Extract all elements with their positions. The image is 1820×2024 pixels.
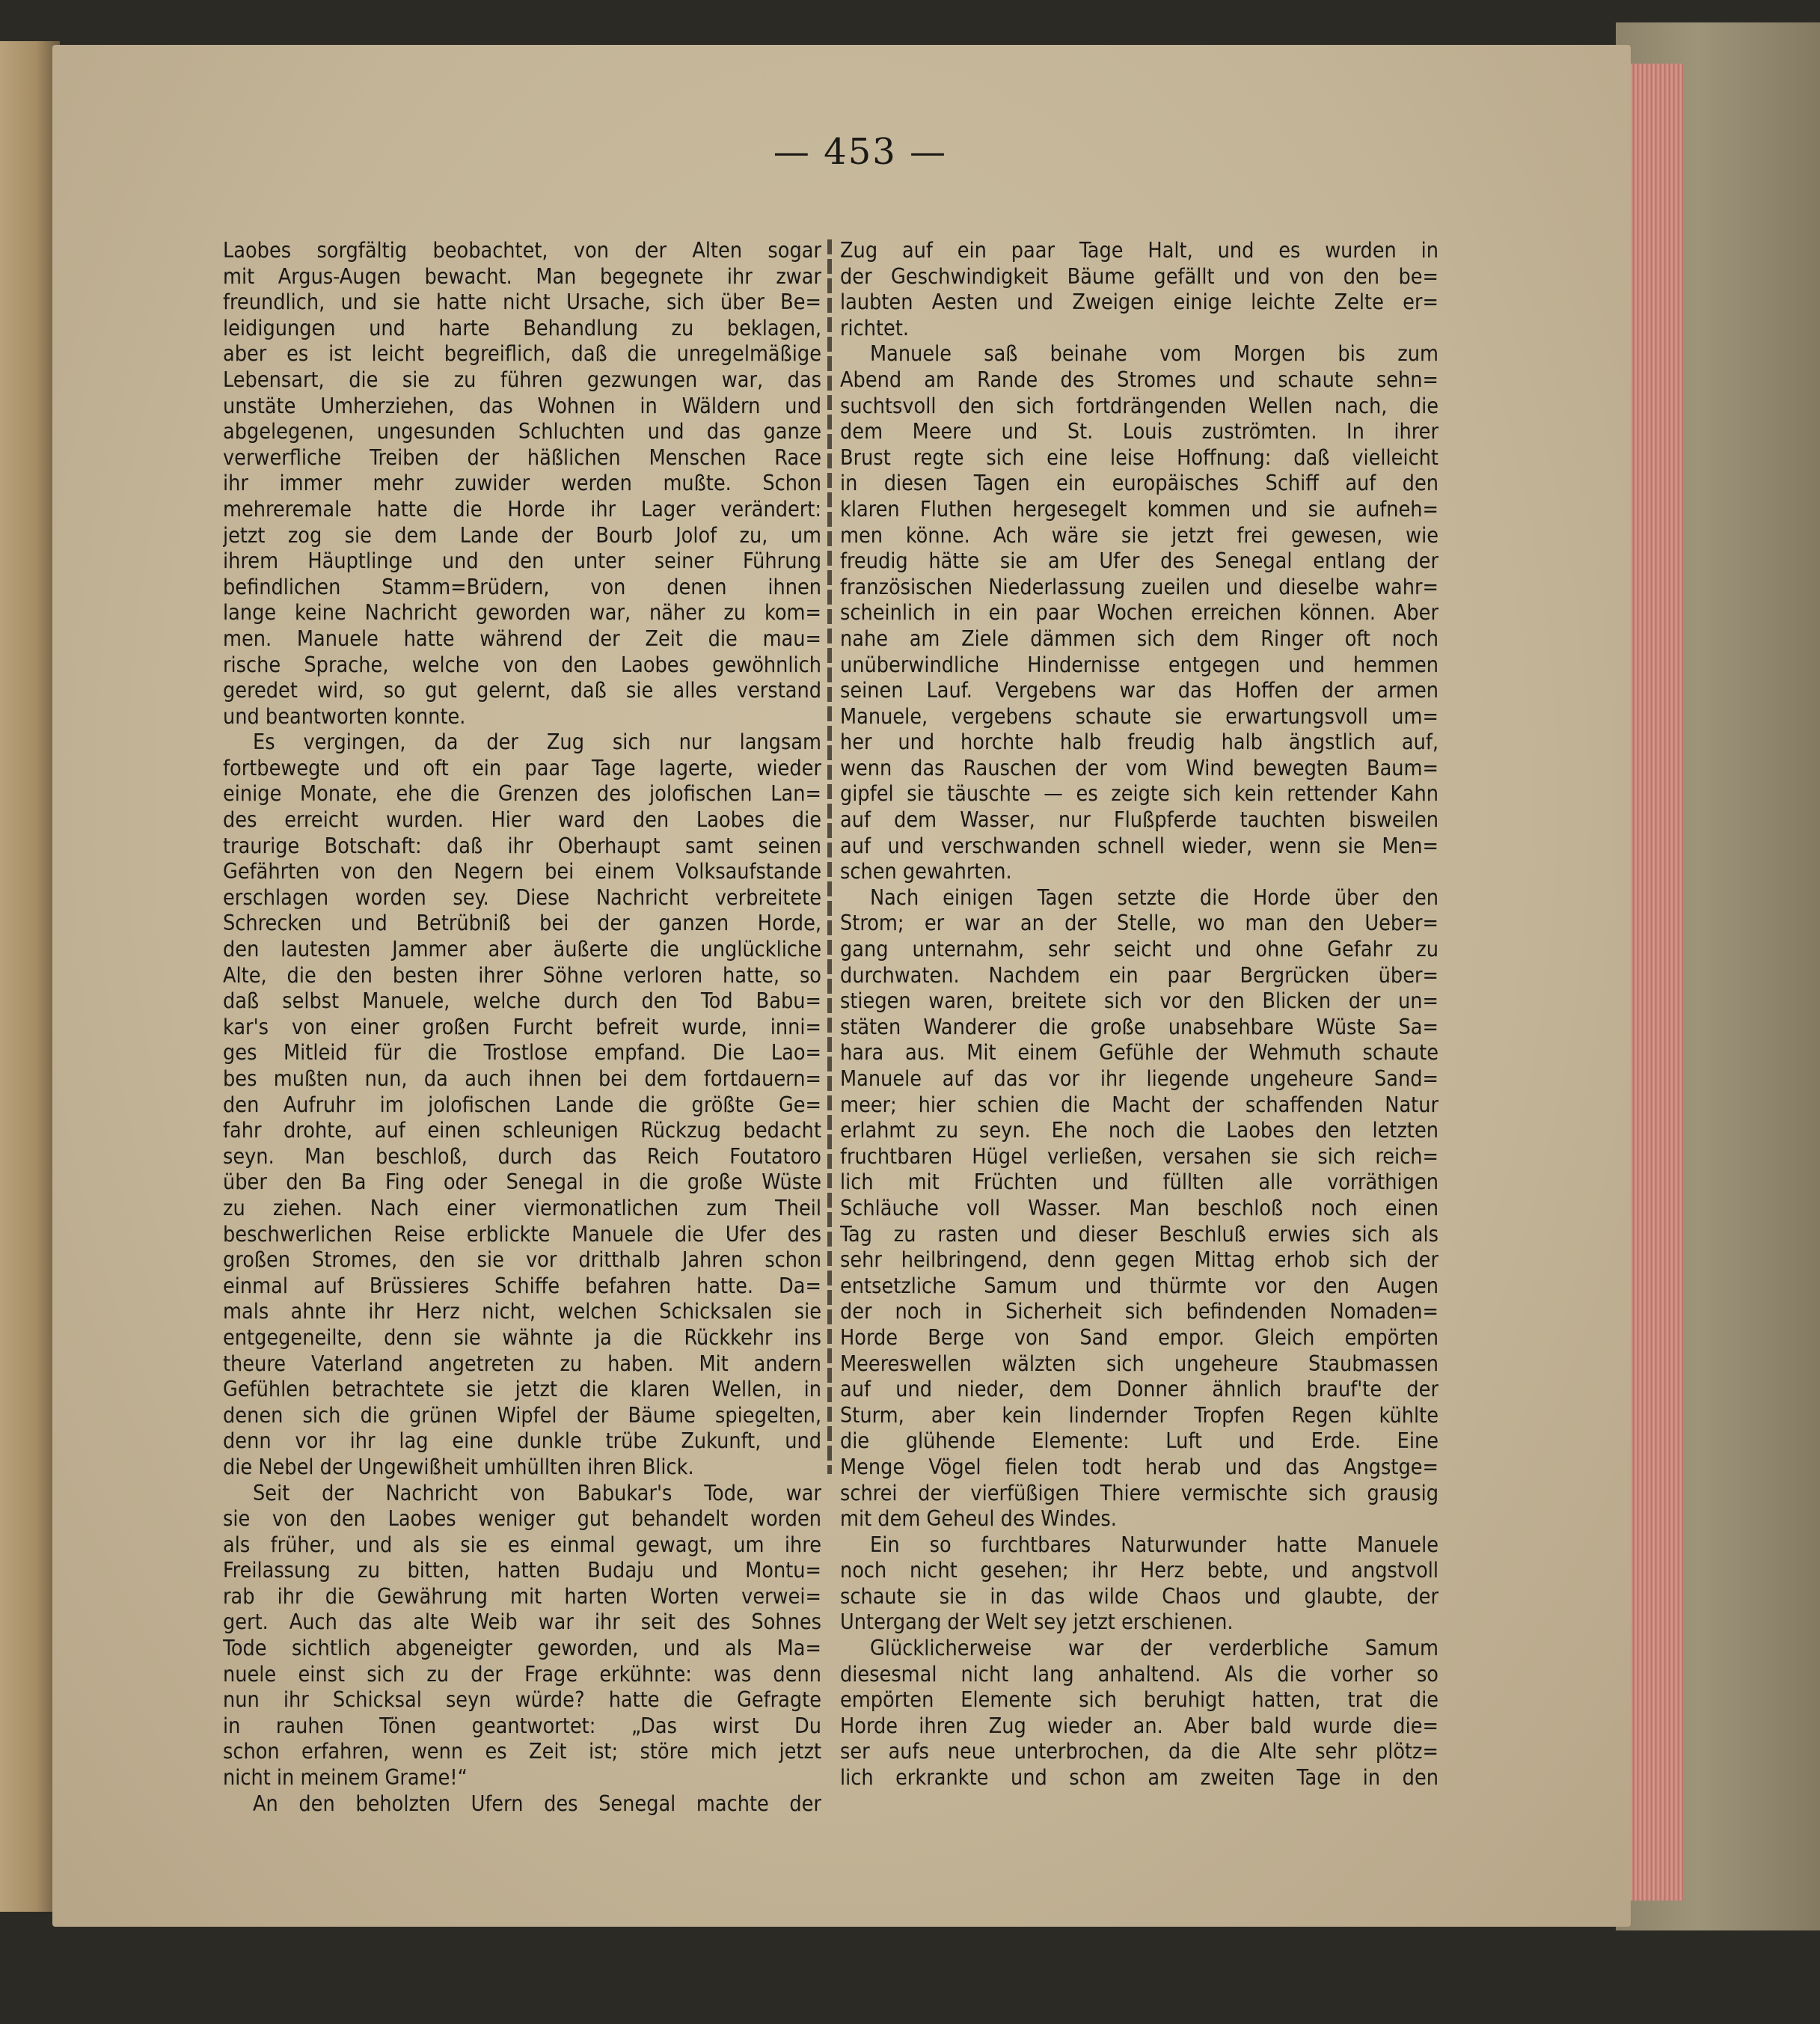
text-line: noch nicht gesehen; ihr Herz bebte, und angstvoll [840,1558,1438,1583]
text-line: fahr drohte, auf einen schleunigen Rückzug bedacht [223,1118,821,1143]
text-line: Untergang der Welt sey jetzt erschienen. [840,1609,1234,1635]
text-line: Es vergingen, da der Zug sich nur langsam [253,730,821,755]
text-line: Gefühlen betrachtete sie jetzt die klaren Wellen, in [223,1377,821,1402]
column-divider [827,239,832,1474]
text-line: Manuele auf das vor ihr liegende ungeheure Sand= [840,1066,1438,1091]
text-line: traurige Botschaft: daß ihr Oberhaupt samt seinen [223,833,821,858]
text-line: Manuele saß beinahe vom Morgen bis zum [870,341,1438,367]
text-line: über den Ba Fing oder Senegal in die große Wüste [223,1170,821,1195]
text-line: An den beholzten Ufern des Senegal machte der [253,1791,821,1816]
text-line: auf dem Wasser, nur Flußpferde tauchten bisweilen [840,807,1438,833]
text-line: mit Argus-Augen bewacht. Man begegnete ihr zwar [223,263,821,289]
left-column [223,238,821,1817]
paragraph [223,1481,821,1791]
text-line: freundlich, und sie hatte nicht Ursache, sich über Be= [223,290,821,315]
text-line: Laobes sorgfältig beobachtet, von der Alten sogar [223,238,821,263]
text-line: scheinlich in ein paar Wochen erreichen können. Aber [840,600,1438,626]
text-line: unstäte Umherziehen, das Wohnen in Wäldern und [223,393,821,418]
paragraph [840,238,1438,341]
text-line: der noch in Sicherheit sich befindenden Nomaden= [840,1299,1438,1324]
text-line: wenn das Rauschen der vom Wind bewegten Baum= [840,755,1438,780]
text-line: lange keine Nachricht geworden war, näher zu kom= [223,600,821,626]
text-line: die Nebel der Ungewißheit umhüllten ihren Blick. [223,1454,694,1479]
text-line: auf und verschwanden schnell wieder, wenn sie Men= [840,833,1438,858]
text-line: leidigungen und harte Behandlung zu beklagen, [223,315,821,340]
text-line: rische Sprache, welche von den Laobes gewöhnlich [223,652,821,677]
text-line: fruchtbaren Hügel verließen, versahen sie sich reich= [840,1143,1438,1169]
text-line: Lebensart, die sie zu führen gezwungen war, das [223,367,821,392]
text-line: sie von den Laobes weniger gut behandelt worden [223,1506,821,1532]
text-line: den Aufruhr im jolofischen Lande die größte Ge= [223,1092,821,1117]
text-line: suchtsvoll den sich fortdrängenden Wellen nach, die [840,393,1438,418]
text-line: großen Stromes, den sie vor dritthalb Jahren schon [223,1247,821,1273]
text-line: her und horchte halb freudig halb ängstlich auf, [840,730,1438,755]
text-line: Zug auf ein paar Tage Halt, und es wurden in [840,238,1438,263]
text-line: Brust regte sich eine leise Hoffnung: daß vielleicht [840,444,1438,470]
text-line: men. Manuele hatte während der Zeit die mau= [223,626,821,651]
text-line: in rauhen Tönen geantwortet: „Das wirst Du [223,1713,821,1738]
text-line: jetzt zog sie dem Lande der Bourb Jolof zu, um [223,522,821,548]
paragraph [223,1791,821,1817]
text-line: beschwerlichen Reise erblickte Manuele die Ufer des [223,1221,821,1247]
text-line: nahe am Ziele dämmen sich dem Ringer oft noch [840,626,1438,651]
page-number: — 453 — [773,131,948,173]
text-line: gipfel sie täuschte — es zeigte sich kein rettender Kahn [840,781,1438,807]
right-column [840,238,1438,1791]
text-line: Tag zu rasten und dieser Beschluß erwies sich als [840,1221,1438,1247]
text-line: und beantworten konnte. [223,703,466,729]
text-line: laubten Aesten und Zweigen einige leichte Zelte er= [840,290,1438,315]
text-line: dem Meere und St. Louis zuströmten. In ihrer [840,419,1438,444]
text-line: nun ihr Schicksal seyn würde? hatte die Gefragte [223,1687,821,1713]
text-line: nicht in meinem Grame!“ [223,1765,468,1791]
text-line: theure Vaterland angetreten zu haben. Mit andern [223,1351,821,1376]
text-line: Manuele, vergebens schaute sie erwartungsvoll um= [840,703,1438,729]
text-line: einmal auf Brüssieres Schiffe befahren hatte. Da= [223,1273,821,1298]
left-page-edge [0,41,60,1912]
text-line: ihrem Häuptlinge und den unter seiner Führung [223,548,821,574]
text-line: klaren Fluthen hergesegelt kommen und sie aufneh= [840,496,1438,522]
text-line: die glühende Elemente: Luft und Erde. Eine [840,1428,1438,1454]
text-line: mehreremale hatte die Horde ihr Lager verändert: [223,496,821,522]
text-line: bes mußten nun, da auch ihnen bei dem fortdauern= [223,1066,821,1091]
text-line: des erreicht wurden. Hier ward den Laobes die [223,807,821,833]
text-line: schaute sie in das wilde Chaos und glaubte, der [840,1583,1438,1609]
paragraph [840,341,1438,884]
text-line: zu ziehen. Nach einer viermonatlichen zum Theil [223,1195,821,1220]
text-line: seinen Lauf. Vergebens war das Hoffen der armen [840,678,1438,703]
text-line: Ein so furchtbares Naturwunder hatte Manuele [870,1532,1438,1557]
text-line: Menge Vögel fielen todt herab und das Angstge= [840,1454,1438,1479]
text-line: ser aufs neue unterbrochen, da die Alte sehr plötz= [840,1739,1438,1764]
text-line: fortbewegte und oft ein paar Tage lagerte, wieder [223,755,821,780]
text-line: nuele einst sich zu der Frage erkühnte: was denn [223,1661,821,1687]
paragraph [840,1532,1438,1636]
text-line: Horde ihren Zug wieder an. Aber bald wurde die= [840,1713,1438,1738]
text-line: stäten Wanderer die große unabsehbare Wüste Sa= [840,1014,1438,1039]
text-line: verwerfliche Treiben der häßlichen Menschen Race [223,444,821,470]
text-line: Nach einigen Tagen setzte die Horde über den [870,884,1438,910]
text-line: rab ihr die Gewährung mit harten Worten verwei= [223,1583,821,1609]
text-line: unüberwindliche Hindernisse entgegen und hemmen [840,652,1438,677]
paragraph [840,1636,1438,1791]
text-line: Strom; er war an der Stelle, wo man den Ueber= [840,911,1438,936]
paragraph [223,730,821,1480]
text-line: in diesen Tagen ein europäisches Schiff auf den [840,471,1438,496]
text-line: schen gewahrten. [840,859,1012,884]
text-line: Tode sichtlich abgeneigter geworden, und als Ma= [223,1636,821,1661]
text-line: denn vor ihr lag eine dunkle trübe Zukunft, und [223,1428,821,1454]
text-line: gert. Auch das alte Weib war ihr seit des Sohnes [223,1609,821,1635]
text-line: französischen Niederlassung zueilen und dieselbe wahr= [840,574,1438,599]
text-line: empörten Elemente sich beruhigt hatten, trat die [840,1687,1438,1713]
text-line: mit dem Geheul des Windes. [840,1506,1117,1532]
text-line: Gefährten von den Negern bei einem Volksaufstande [223,859,821,884]
text-line: entsetzliche Samum und thürmte vor den Augen [840,1273,1438,1298]
text-line: als früher, und als sie es einmal gewagt, um ihre [223,1532,821,1557]
text-line: mals ahnte ihr Herz nicht, welchen Schicksalen sie [223,1299,821,1324]
text-line: diesesmal nicht lang anhaltend. Als die vorher so [840,1661,1438,1687]
text-line: Schläuche voll Wasser. Man beschloß noch einen [840,1195,1438,1220]
text-line: Alte, die den besten ihrer Söhne verloren hatte, so [223,962,821,988]
text-line: auf und nieder, dem Donner ähnlich brauf'te der [840,1377,1438,1402]
text-line: richtet. [840,315,910,340]
text-line: men könne. Ach wäre sie jetzt frei gewesen, wie [840,522,1438,548]
text-line: lich erkrankte und schon am zweiten Tage in den [840,1765,1438,1791]
text-line: geredet wird, so gut gelernt, daß sie alles verstand [223,678,821,703]
text-line: sehr heilbringend, denn gegen Mittag erhob sich der [840,1247,1438,1273]
text-line: ges Mitleid für die Trostlose empfand. Die Lao= [223,1040,821,1065]
text-line: freudig hätte sie am Ufer des Senegal entlang der [840,548,1438,574]
paragraph [840,885,1438,1532]
text-line: durchwaten. Nachdem ein paar Bergrücken über= [840,962,1438,988]
text-line: entgegeneilte, denn sie wähnte ja die Rückkehr ins [223,1324,821,1350]
text-line: einige Monate, ehe die Grenzen des jolofischen Lan= [223,781,821,807]
text-line: schrei der vierfüßigen Thiere vermischte sich grausig [840,1480,1438,1505]
text-line: Schrecken und Betrübniß bei der ganzen Horde, [223,911,821,936]
text-line: kar's von einer großen Furcht befreit wurde, inni= [223,1014,821,1039]
text-line: Abend am Rande des Stromes und schaute sehn= [840,367,1438,392]
text-line: der Geschwindigkeit Bäume gefällt und von den be= [840,263,1438,289]
text-line: befindlichen Stamm=Brüdern, von denen ihnen [223,574,821,599]
text-line: seyn. Man beschloß, durch das Reich Foutatoro [223,1143,821,1169]
text-line: Sturm, aber kein lindernder Tropfen Regen kühlte [840,1402,1438,1428]
text-line: Seit der Nachricht von Babukar's Tode, war [253,1480,821,1505]
text-line: den lautesten Jammer aber äußerte die unglückliche [223,937,821,962]
text-line: denen sich die grünen Wipfel der Bäume spiegelten, [223,1402,821,1428]
text-line: Meereswellen wälzten sich ungeheure Staubmassen [840,1351,1438,1376]
text-line: Freilassung zu bitten, hatten Budaju und Montu= [223,1558,821,1583]
text-line: lich mit Früchten und füllten alle vorräthigen [840,1170,1438,1195]
text-line: stiegen waren, breitete sich vor den Blicken der un= [840,988,1438,1014]
text-line: ihr immer mehr zuwider werden mußte. Schon [223,471,821,496]
text-line: Glücklicherweise war der verderbliche Samum [870,1636,1438,1661]
paragraph [223,238,821,730]
text-line: daß selbst Manuele, welche durch den Tod Babu= [223,988,821,1014]
text-line: erlahmt zu seyn. Ehe noch die Laobes den letzten [840,1118,1438,1143]
text-line: Horde Berge von Sand empor. Gleich empörten [840,1324,1438,1350]
text-line: abgelegenen, ungesunden Schluchten und das ganze [223,419,821,444]
text-line: schon erfahren, wenn es Zeit ist; störe mich jetzt [223,1739,821,1764]
text-line: meer; hier schien die Macht der schaffenden Natur [840,1092,1438,1117]
text-line: aber es ist leicht begreiflich, daß die unregelmäßige [223,341,821,367]
text-line: hara aus. Mit einem Gefühle der Wehmuth schaute [840,1040,1438,1065]
text-line: gang unternahm, sehr seicht und ohne Gefahr zu [840,937,1438,962]
text-line: erschlagen worden sey. Diese Nachricht verbreitete [223,884,821,910]
